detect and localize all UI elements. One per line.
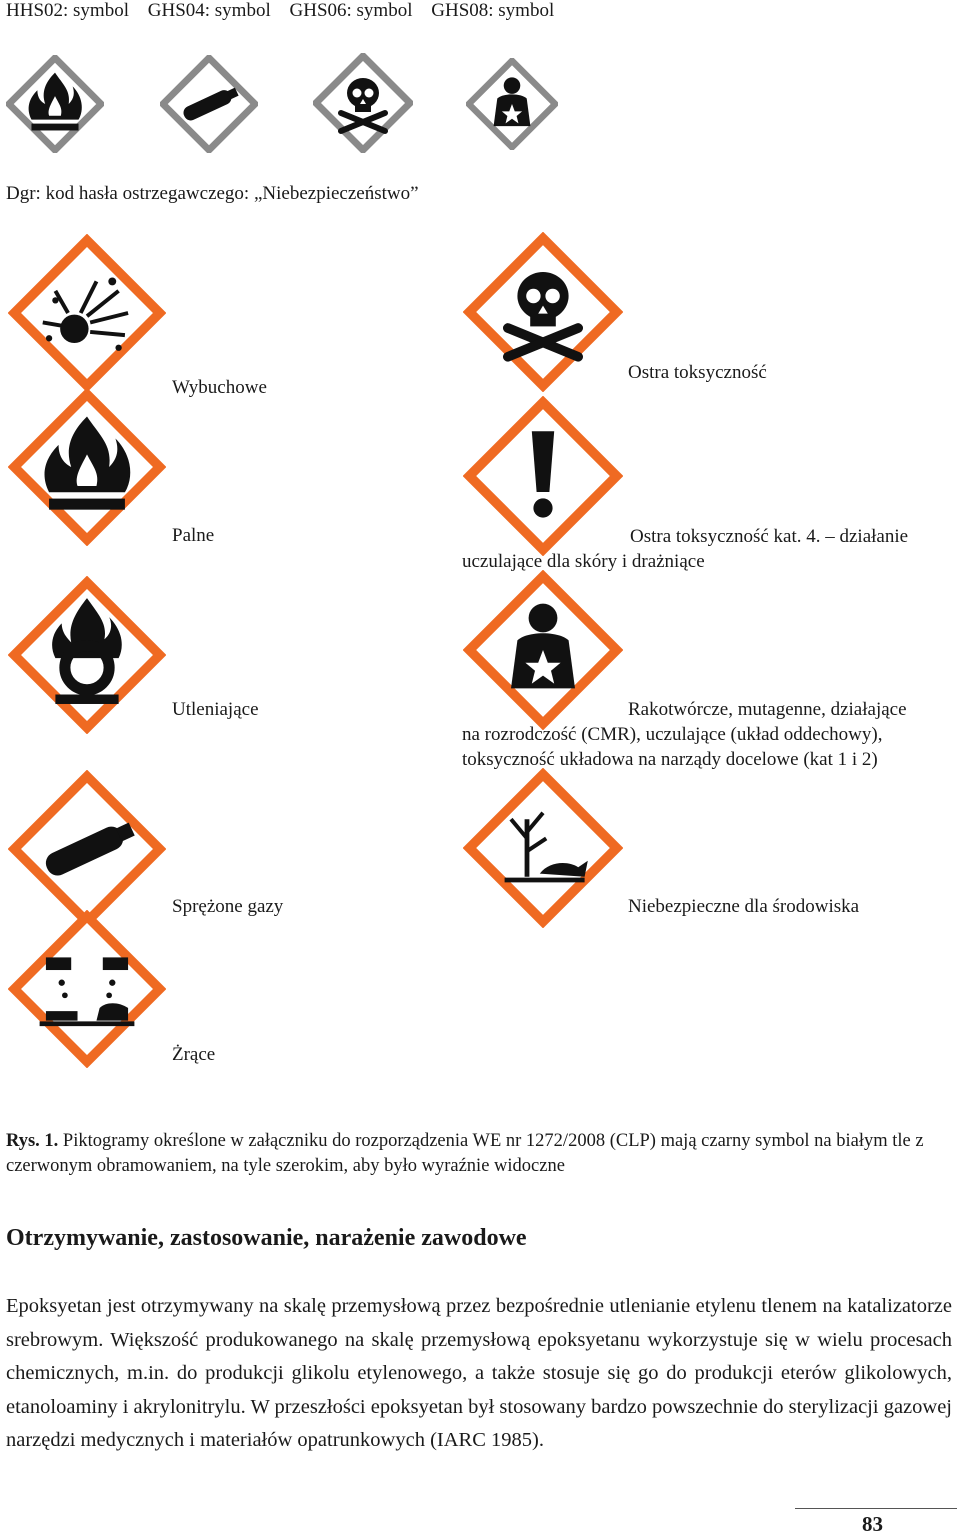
flame-icon bbox=[8, 388, 166, 546]
pictogram-label: Palne bbox=[172, 525, 215, 546]
flame-icon bbox=[6, 55, 104, 153]
environment-icon bbox=[463, 768, 623, 928]
pictogram-label: Sprężone gazy bbox=[172, 896, 284, 917]
exploding-bomb-icon bbox=[8, 234, 166, 392]
corrosion-icon bbox=[8, 910, 166, 1068]
ghs-symbol-label: GHS04: symbol bbox=[147, 0, 271, 21]
pictogram-label: Ostra toksyczność bbox=[628, 362, 767, 383]
pictogram-label: Utleniające bbox=[172, 699, 259, 720]
pictogram-label: toksyczność układowa na narządy docelowe (kat 1 i 2) bbox=[462, 749, 878, 770]
section-title: Otrzymywanie, zastosowanie, narażenie zawodowe bbox=[6, 1225, 527, 1251]
footer-rule bbox=[795, 1508, 957, 1509]
figure-caption bbox=[6, 1129, 952, 1179]
figure-caption-prefix: Rys. 1. bbox=[6, 1131, 59, 1151]
pictogram-label: Rakotwórcze, mutagenne, działające bbox=[628, 699, 907, 720]
ghs-symbol-header bbox=[6, 0, 554, 22]
flame-over-circle-icon bbox=[8, 576, 166, 734]
ghs-symbol-label: HHS02: symbol bbox=[6, 0, 129, 21]
signal-word: Dgr: kod hasła ostrzegawczego: „Niebezpieczeństwo” bbox=[6, 183, 419, 204]
page-number: 83 bbox=[862, 1512, 883, 1536]
skull-crossbones-icon bbox=[463, 232, 623, 392]
ghs-symbol-label: GHS06: symbol bbox=[289, 0, 413, 21]
pictogram-label: Niebezpieczne dla środowiska bbox=[628, 896, 860, 917]
pictogram-label: Wybuchowe bbox=[172, 377, 267, 398]
pictogram-label: uczulające dla skóry i drażniące bbox=[462, 551, 705, 572]
exclamation-mark-icon bbox=[463, 396, 623, 556]
pictogram-label: na rozrodczość (CMR), uczulające (układ oddechowy), bbox=[462, 724, 883, 745]
body-paragraph: Epoksyetan jest otrzymywany na skalę przemysłową przez bezpośrednie utlenianie etylenu tlenem na katalizatorze srebrowym. Większość produkowanego na skalę przemysłową epoksyetanu wykorzystuje się w wielu procesach chemicznych, m.in. do produkcji glikolu etylenowego, a także stosuje się go do produkcji eterów glikolowych, etanoloaminy i akrylonitrylu. W przeszłości epoksyetan był stosowany bardzo powszechnie do sterylizacji gazowej narzędzi medycznych i materiałów opatrunkowych (IARC 1985). bbox=[6, 1295, 952, 1451]
pictogram-label: Ostra toksyczność kat. 4. – działanie bbox=[630, 526, 909, 547]
pictogram-label: Żrące bbox=[172, 1044, 216, 1065]
figure-caption-text: Piktogramy określone w załączniku do rozporządzenia WE nr 1272/2008 (CLP) mają czarny symbol na białym tle z czerwonym obramowaniem, na tyle szerokim, aby było wyraźnie widoczne bbox=[6, 1131, 924, 1176]
health-hazard-icon bbox=[466, 58, 558, 150]
skull-crossbones-icon bbox=[313, 53, 413, 153]
health-hazard-icon bbox=[463, 570, 623, 730]
gas-cylinder-icon bbox=[8, 770, 166, 928]
gas-cylinder-icon bbox=[160, 55, 258, 153]
ghs-symbol-label: GHS08: symbol bbox=[431, 0, 555, 21]
